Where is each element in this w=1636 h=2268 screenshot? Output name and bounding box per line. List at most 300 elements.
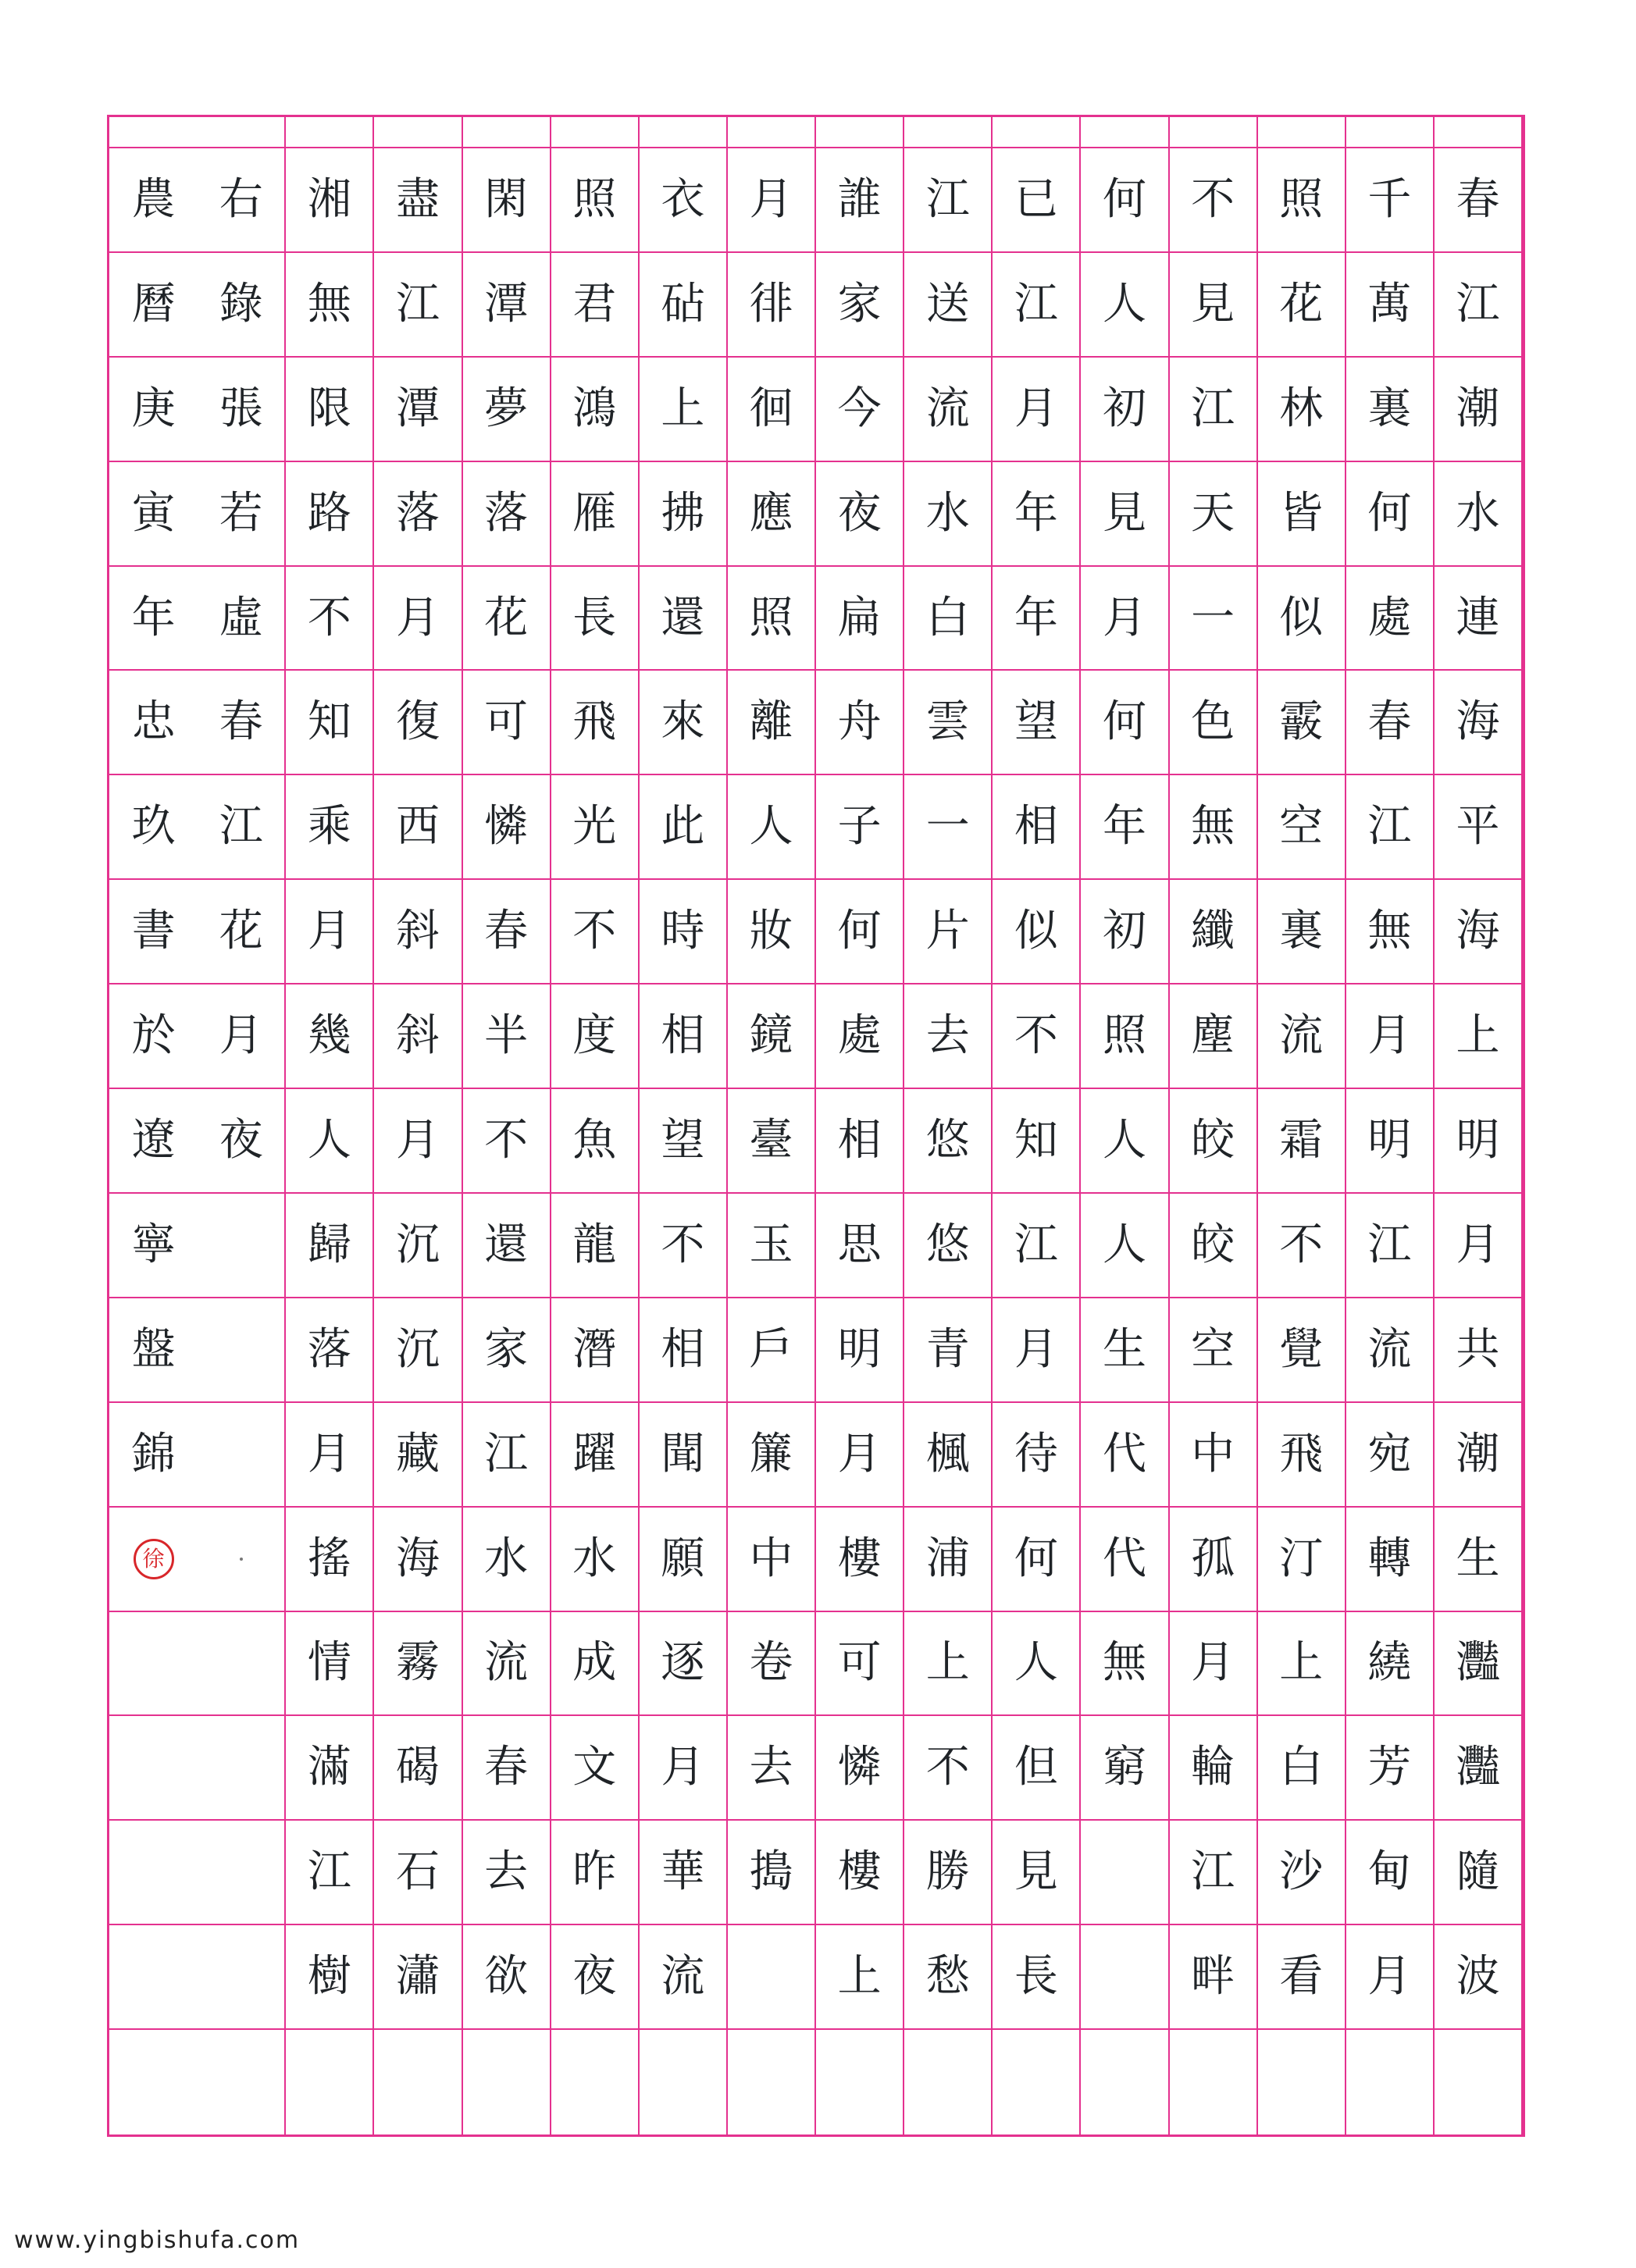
calligraphy-character: 照 — [1279, 173, 1324, 225]
calligraphy-character: 華 — [661, 1846, 705, 1898]
grid-cell — [640, 2030, 728, 2134]
calligraphy-character: 沉 — [395, 1323, 440, 1375]
calligraphy-character: 寅 — [131, 487, 176, 539]
calligraphy-character: 月 — [1367, 1951, 1412, 2003]
calligraphy-character: 搗 — [749, 1846, 793, 1898]
grid-cell — [374, 358, 462, 462]
calligraphy-character: 相 — [1014, 801, 1058, 853]
calligraphy-character: 江 — [1367, 801, 1412, 853]
calligraphy-character: 限 — [307, 383, 351, 434]
calligraphy-character: 虛 — [219, 592, 263, 643]
grid-cell — [1346, 148, 1435, 253]
calligraphy-character: 春 — [1456, 173, 1500, 225]
calligraphy-character: 湘 — [307, 173, 351, 225]
grid-header-cell — [374, 117, 462, 148]
calligraphy-character: 中 — [1191, 1428, 1235, 1479]
calligraphy-character: 成 — [572, 1637, 617, 1689]
grid-cell — [640, 1403, 728, 1508]
grid-cell — [728, 462, 816, 567]
grid-cell — [286, 148, 374, 253]
calligraphy-character: 相 — [661, 1010, 705, 1062]
calligraphy-character: 人 — [749, 801, 793, 853]
grid-cell — [1435, 1716, 1523, 1821]
calligraphy-character: 轉 — [1367, 1533, 1412, 1584]
calligraphy-character: 可 — [837, 1637, 882, 1689]
calligraphy-character: 見 — [1102, 487, 1146, 539]
grid-cell — [551, 462, 640, 567]
grid-cell — [1170, 1194, 1258, 1298]
calligraphy-character: 明 — [1456, 1114, 1500, 1166]
calligraphy-character: 情 — [307, 1637, 351, 1689]
calligraphy-character: 樹 — [307, 1951, 351, 2003]
watermark-url: www.yingbishufa.com — [14, 2227, 301, 2254]
grid-cell — [1170, 1821, 1258, 1925]
calligraphy-character: 月 — [1456, 1219, 1500, 1270]
calligraphy-character: 文 — [572, 1742, 617, 1793]
grid-cell — [551, 1403, 640, 1508]
grid-cell — [993, 1194, 1081, 1298]
calligraphy-character: 人 — [1102, 1219, 1146, 1270]
calligraphy-character: 躍 — [572, 1428, 617, 1479]
grid-cell — [109, 1298, 198, 1403]
calligraphy-character: 江 — [219, 801, 263, 853]
grid-cell — [198, 253, 286, 358]
grid-cell — [463, 1089, 551, 1194]
calligraphy-character: 春 — [484, 1742, 529, 1793]
grid-cell — [816, 1612, 904, 1717]
calligraphy-character: 流 — [661, 1951, 705, 2003]
calligraphy-character: 人 — [1102, 278, 1146, 329]
grid-cell — [904, 671, 993, 775]
grid-cell — [286, 1612, 374, 1717]
grid-cell — [1081, 567, 1169, 671]
calligraphy-character: 藏 — [395, 1428, 440, 1479]
grid-cell — [1258, 358, 1346, 462]
grid-header-cell — [463, 117, 551, 148]
calligraphy-character: 月 — [1102, 592, 1146, 643]
calligraphy-character: 皆 — [1279, 487, 1324, 539]
grid-cell — [728, 1612, 816, 1717]
grid-cell — [1258, 671, 1346, 775]
grid-cell — [816, 148, 904, 253]
calligraphy-character: 江 — [484, 1428, 529, 1479]
grid-cell — [1435, 567, 1523, 671]
grid-cell — [1346, 358, 1435, 462]
calligraphy-character: 浦 — [925, 1533, 970, 1584]
grid-cell — [109, 1821, 198, 1925]
grid-cell — [1346, 1612, 1435, 1717]
grid-cell — [374, 1089, 462, 1194]
calligraphy-character: 色 — [1191, 696, 1235, 748]
grid-cell — [816, 462, 904, 567]
calligraphy-character: 昨 — [572, 1846, 617, 1898]
grid-cell — [286, 1821, 374, 1925]
calligraphy-character: 連 — [1456, 592, 1500, 643]
calligraphy-character: 隨 — [1456, 1846, 1500, 1898]
calligraphy-character: 流 — [925, 383, 970, 434]
grid-cell — [551, 567, 640, 671]
grid-cell — [1081, 253, 1169, 358]
grid-cell — [993, 671, 1081, 775]
grid-cell — [904, 1821, 993, 1925]
grid-cell — [993, 1298, 1081, 1403]
grid-cell — [1435, 1821, 1523, 1925]
calligraphy-character: 夜 — [572, 1951, 617, 2003]
calligraphy-character: 斜 — [395, 906, 440, 957]
calligraphy-character: 初 — [1102, 383, 1146, 434]
calligraphy-character: 聞 — [661, 1428, 705, 1479]
calligraphy-character: 江 — [1014, 1219, 1058, 1270]
calligraphy-character: 望 — [661, 1114, 705, 1166]
calligraphy-character: 臺 — [749, 1114, 793, 1166]
grid-cell — [1081, 671, 1169, 775]
calligraphy-character: 水 — [1456, 487, 1500, 539]
calligraphy-character: 光 — [572, 801, 617, 853]
grid-cell — [728, 2030, 816, 2134]
calligraphy-character: 愁 — [925, 1951, 970, 2003]
calligraphy-character: 楓 — [925, 1428, 970, 1479]
calligraphy-character: 無 — [1191, 801, 1235, 853]
grid-cell — [1258, 1716, 1346, 1821]
grid-cell — [816, 880, 904, 984]
calligraphy-character: 望 — [1014, 696, 1058, 748]
grid-cell — [463, 1403, 551, 1508]
grid-cell — [1346, 775, 1435, 880]
calligraphy-character: 雁 — [572, 487, 617, 539]
calligraphy-character: 片 — [925, 906, 970, 957]
calligraphy-character: 青 — [925, 1323, 970, 1375]
grid-cell — [816, 1403, 904, 1508]
calligraphy-character: 去 — [484, 1846, 529, 1898]
grid-cell — [993, 1403, 1081, 1508]
grid-cell — [198, 462, 286, 567]
grid-cell — [198, 1716, 286, 1821]
calligraphy-character: 石 — [395, 1846, 440, 1898]
grid-cell — [463, 148, 551, 253]
calligraphy-character: 水 — [925, 487, 970, 539]
calligraphy-character: 人 — [1102, 1114, 1146, 1166]
grid-cell — [374, 253, 462, 358]
grid-cell — [993, 358, 1081, 462]
grid-header-cell — [993, 117, 1081, 148]
calligraphy-character: 誰 — [837, 173, 882, 225]
calligraphy-character: 人 — [307, 1114, 351, 1166]
calligraphy-character: 樓 — [837, 1846, 882, 1898]
grid-header-cell — [1081, 117, 1169, 148]
calligraphy-character: 照 — [1102, 1010, 1146, 1062]
grid-cell — [904, 148, 993, 253]
calligraphy-character: 拂 — [661, 487, 705, 539]
grid-cell — [374, 880, 462, 984]
grid-cell — [1346, 1194, 1435, 1298]
grid-cell — [109, 880, 198, 984]
calligraphy-character: 今 — [837, 383, 882, 434]
calligraphy-character: 滿 — [307, 1742, 351, 1793]
grid-cell — [198, 1821, 286, 1925]
calligraphy-character: 長 — [572, 592, 617, 643]
grid-cell — [904, 1403, 993, 1508]
calligraphy-character: 月 — [1367, 1010, 1412, 1062]
grid-cell — [904, 358, 993, 462]
grid-cell — [993, 775, 1081, 880]
grid-cell — [1435, 671, 1523, 775]
calligraphy-character: 見 — [1191, 278, 1235, 329]
grid-cell — [993, 253, 1081, 358]
grid-cell — [551, 671, 640, 775]
calligraphy-character: 何 — [1102, 696, 1146, 748]
grid-cell — [904, 880, 993, 984]
calligraphy-character: 汀 — [1279, 1533, 1324, 1584]
ink-dot — [240, 1558, 243, 1561]
calligraphy-character: 卷 — [749, 1637, 793, 1689]
grid-cell — [1346, 1925, 1435, 2030]
calligraphy-character: 年 — [1102, 801, 1146, 853]
calligraphy-character: 潭 — [395, 383, 440, 434]
grid-cell — [816, 1821, 904, 1925]
grid-cell — [993, 567, 1081, 671]
grid-cell — [374, 1508, 462, 1612]
grid-cell — [286, 358, 374, 462]
grid-cell — [904, 1089, 993, 1194]
grid-cell — [551, 2030, 640, 2134]
calligraphy-character: 遼 — [131, 1114, 176, 1166]
calligraphy-character: 春 — [484, 906, 529, 957]
grid-cell — [109, 1508, 198, 1612]
grid-cell — [1081, 148, 1169, 253]
calligraphy-character: 霜 — [1279, 1114, 1324, 1166]
grid-cell — [1258, 462, 1346, 567]
grid-cell — [198, 880, 286, 984]
grid-cell — [640, 358, 728, 462]
calligraphy-character: 思 — [837, 1219, 882, 1270]
calligraphy-character: 海 — [1456, 906, 1500, 957]
calligraphy-character: 飛 — [1279, 1428, 1324, 1479]
grid-cell — [1170, 1925, 1258, 2030]
calligraphy-character: 芳 — [1367, 1742, 1412, 1793]
grid-cell — [640, 1508, 728, 1612]
calligraphy-character: 潭 — [484, 278, 529, 329]
calligraphy-character: 無 — [1102, 1637, 1146, 1689]
grid-cell — [1258, 253, 1346, 358]
calligraphy-character: 處 — [837, 1010, 882, 1062]
calligraphy-character: 春 — [1367, 696, 1412, 748]
calligraphy-character: 一 — [925, 801, 970, 853]
grid-cell — [904, 2030, 993, 2134]
calligraphy-character: 相 — [837, 1114, 882, 1166]
grid-cell — [1346, 1716, 1435, 1821]
grid-cell — [816, 1194, 904, 1298]
grid-cell — [1346, 567, 1435, 671]
calligraphy-character: 江 — [307, 1846, 351, 1898]
calligraphy-character: 江 — [1191, 383, 1235, 434]
calligraphy-character: 一 — [1191, 592, 1235, 643]
grid-cell — [1435, 148, 1523, 253]
grid-cell — [198, 2030, 286, 2134]
grid-cell — [1346, 1298, 1435, 1403]
calligraphy-character: 若 — [219, 487, 263, 539]
grid-cell — [198, 567, 286, 671]
grid-cell — [551, 880, 640, 984]
calligraphy-character: 妝 — [749, 906, 793, 957]
grid-cell — [1258, 567, 1346, 671]
grid-header-cell — [1435, 117, 1523, 148]
calligraphy-character: 甸 — [1367, 1846, 1412, 1898]
calligraphy-character: 還 — [661, 592, 705, 643]
calligraphy-character: 潮 — [1456, 1428, 1500, 1479]
grid-cell — [728, 567, 816, 671]
calligraphy-character: 於 — [131, 1010, 176, 1062]
calligraphy-character: 潮 — [1456, 383, 1500, 434]
calligraphy-character: 落 — [484, 487, 529, 539]
calligraphy-character: 長 — [1014, 1951, 1058, 2003]
calligraphy-character: 江 — [1191, 1846, 1235, 1898]
grid-cell — [551, 775, 640, 880]
grid-header-cell — [728, 117, 816, 148]
calligraphy-character: 鴻 — [572, 383, 617, 434]
calligraphy-character: 花 — [219, 906, 263, 957]
calligraphy-character: 盤 — [131, 1323, 176, 1375]
calligraphy-character: 飛 — [572, 696, 617, 748]
calligraphy-character: 天 — [1191, 487, 1235, 539]
grid-cell — [1170, 1612, 1258, 1717]
grid-cell — [728, 1403, 816, 1508]
grid-cell — [728, 880, 816, 984]
grid-cell — [198, 1298, 286, 1403]
grid-cell — [993, 1821, 1081, 1925]
calligraphy-character: 生 — [1456, 1533, 1500, 1584]
grid-cell — [198, 148, 286, 253]
calligraphy-character: 月 — [307, 906, 351, 957]
calligraphy-character: 右 — [219, 173, 263, 225]
grid-cell — [551, 1612, 640, 1717]
grid-cell — [286, 253, 374, 358]
grid-cell — [463, 1716, 551, 1821]
calligraphy-character: 初 — [1102, 906, 1146, 957]
grid-cell — [1170, 1508, 1258, 1612]
grid-cell — [904, 567, 993, 671]
grid-cell — [904, 1925, 993, 2030]
calligraphy-character: 江 — [1014, 278, 1058, 329]
grid-cell — [374, 775, 462, 880]
calligraphy-character: 畔 — [1191, 1951, 1235, 2003]
grid-cell — [1081, 880, 1169, 984]
grid-cell — [551, 1194, 640, 1298]
calligraphy-character: 徘 — [749, 278, 793, 329]
grid-cell — [551, 984, 640, 1089]
grid-cell — [728, 1716, 816, 1821]
grid-cell — [993, 148, 1081, 253]
calligraphy-character: 不 — [1014, 1010, 1058, 1062]
grid-cell — [286, 1403, 374, 1508]
grid-cell — [463, 1612, 551, 1717]
grid-cell — [286, 984, 374, 1089]
grid-cell — [993, 880, 1081, 984]
grid-cell — [109, 1403, 198, 1508]
calligraphy-character: 皎 — [1191, 1219, 1235, 1270]
grid-header-cell — [1258, 117, 1346, 148]
calligraphy-character: 流 — [1279, 1010, 1324, 1062]
grid-cell — [109, 1612, 198, 1717]
calligraphy-character: 但 — [1014, 1742, 1058, 1793]
grid-cell — [374, 1925, 462, 2030]
calligraphy-character: 宛 — [1367, 1428, 1412, 1479]
grid-cell — [640, 775, 728, 880]
calligraphy-character: 夢 — [484, 383, 529, 434]
grid-header-cell — [1170, 117, 1258, 148]
grid-cell — [109, 984, 198, 1089]
grid-cell — [286, 2030, 374, 2134]
grid-cell — [816, 1089, 904, 1194]
grid-cell — [1081, 1925, 1169, 2030]
grid-cell — [1346, 1089, 1435, 1194]
calligraphy-character: 玉 — [749, 1219, 793, 1270]
calligraphy-character: 月 — [661, 1742, 705, 1793]
calligraphy-character: 不 — [307, 592, 351, 643]
grid-cell — [286, 1925, 374, 2030]
calligraphy-character: 流 — [1367, 1323, 1412, 1375]
grid-cell — [993, 462, 1081, 567]
grid-cell — [463, 253, 551, 358]
calligraphy-character: 徊 — [749, 383, 793, 434]
grid-cell — [1258, 1194, 1346, 1298]
grid-cell — [463, 1194, 551, 1298]
grid-cell — [640, 148, 728, 253]
grid-cell — [1081, 775, 1169, 880]
grid-cell — [904, 1612, 993, 1717]
grid-cell — [198, 1612, 286, 1717]
calligraphy-character: 月 — [1014, 383, 1058, 434]
grid-cell — [816, 567, 904, 671]
calligraphy-character: 看 — [1279, 1951, 1324, 2003]
grid-cell — [374, 1194, 462, 1298]
grid-cell — [1346, 2030, 1435, 2134]
calligraphy-character: 可 — [484, 696, 529, 748]
grid-cell — [1258, 1508, 1346, 1612]
calligraphy-character: 無 — [1367, 906, 1412, 957]
grid-cell — [1435, 1508, 1523, 1612]
grid-cell — [640, 1821, 728, 1925]
grid-cell — [1346, 253, 1435, 358]
grid-cell — [463, 358, 551, 462]
calligraphy-character: 似 — [1279, 592, 1324, 643]
calligraphy-character: 歸 — [307, 1219, 351, 1270]
grid-cell — [1258, 1298, 1346, 1403]
calligraphy-character: 已 — [1014, 173, 1058, 225]
calligraphy-character: 勝 — [925, 1846, 970, 1898]
calligraphy-character: 共 — [1456, 1323, 1500, 1375]
calligraphy-character: 春 — [219, 696, 263, 748]
grid-cell — [109, 148, 198, 253]
grid-cell — [551, 1298, 640, 1403]
calligraphy-character: 潛 — [572, 1323, 617, 1375]
grid-cell — [640, 253, 728, 358]
grid-cell — [1346, 1508, 1435, 1612]
grid-cell — [551, 1716, 640, 1821]
calligraphy-character: 離 — [749, 696, 793, 748]
calligraphy-character: 代 — [1102, 1533, 1146, 1584]
grid-cell — [463, 567, 551, 671]
grid-cell — [286, 1089, 374, 1194]
grid-cell — [1435, 2030, 1523, 2134]
grid-cell — [1346, 984, 1435, 1089]
grid-cell — [1170, 1716, 1258, 1821]
calligraphy-character: 水 — [572, 1533, 617, 1584]
grid-cell — [816, 671, 904, 775]
calligraphy-character: 悠 — [925, 1114, 970, 1166]
calligraphy-character: 花 — [1279, 278, 1324, 329]
grid-cell — [109, 1089, 198, 1194]
grid-cell — [993, 1925, 1081, 2030]
